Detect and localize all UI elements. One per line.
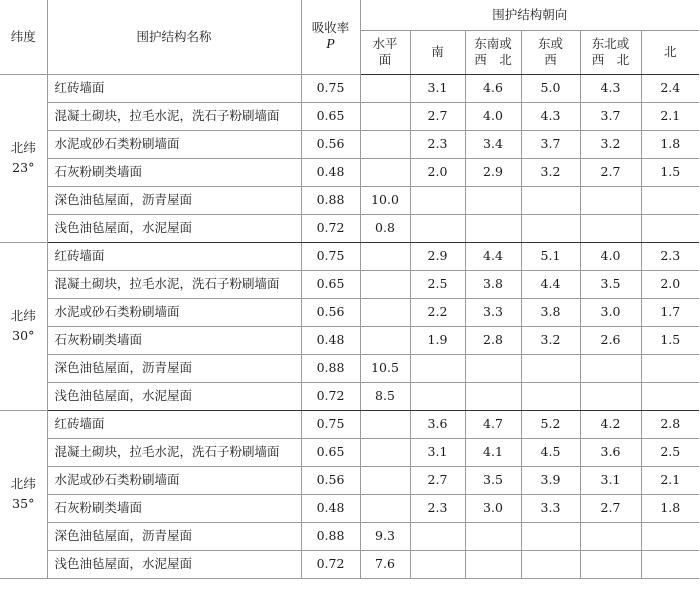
header-orientation-northeast-northwest: 东北或 西 北: [580, 30, 641, 74]
structure-name-cell: 深色油毡屋面，沥青屋面: [47, 354, 301, 382]
value-cell-orientation-east-west: 3.2: [521, 158, 580, 186]
value-cell-orientation-east-west: [521, 186, 580, 214]
value-cell-orientation-northeast-northwest: 3.2: [580, 130, 641, 158]
structure-name-cell: 混凝土砌块，拉毛水泥，洗石子粉刷墙面: [47, 270, 301, 298]
value-cell-orientation-south: 3.6: [410, 410, 465, 438]
value-cell-orientation-southeast-northwest: 3.0: [465, 494, 521, 522]
structure-name-cell: 浅色油毡屋面，水泥屋面: [47, 550, 301, 578]
value-cell-orientation-horizontal: [360, 298, 410, 326]
value-cell-orientation-east-west: 5.2: [521, 410, 580, 438]
value-cell-orientation-southeast-northwest: 4.1: [465, 438, 521, 466]
value-cell-orientation-north: [641, 550, 699, 578]
value-cell-orientation-northeast-northwest: 4.3: [580, 74, 641, 102]
value-cell-orientation-southeast-northwest: 4.4: [465, 242, 521, 270]
value-cell-orientation-horizontal: [360, 74, 410, 102]
absorption-cell: 0.56: [301, 298, 360, 326]
value-cell-orientation-southeast-northwest: [465, 354, 521, 382]
value-cell-orientation-horizontal: 9.3: [360, 522, 410, 550]
value-cell-orientation-east-west: 4.3: [521, 102, 580, 130]
value-cell-orientation-horizontal: 8.5: [360, 382, 410, 410]
value-cell-orientation-south: 3.1: [410, 438, 465, 466]
value-cell-orientation-southeast-northwest: [465, 550, 521, 578]
absorption-cell: 0.88: [301, 354, 360, 382]
value-cell-orientation-northeast-northwest: 3.0: [580, 298, 641, 326]
table-row: [0, 130, 699, 158]
value-cell-orientation-northeast-northwest: 4.0: [580, 242, 641, 270]
value-cell-orientation-north: 2.1: [641, 102, 699, 130]
absorption-cell: 0.56: [301, 130, 360, 158]
value-cell-orientation-north: 2.4: [641, 74, 699, 102]
value-cell-orientation-south: 2.7: [410, 102, 465, 130]
latitude-label: 北纬: [10, 308, 36, 323]
structure-name-cell: 石灰粉刷类墙面: [47, 494, 301, 522]
latitude-value: 23°: [12, 160, 35, 175]
table-row: [0, 494, 699, 522]
absorption-cell: 0.48: [301, 326, 360, 354]
value-cell-orientation-southeast-northwest: 2.8: [465, 326, 521, 354]
value-cell-orientation-east-west: 3.8: [521, 298, 580, 326]
value-cell-orientation-horizontal: [360, 438, 410, 466]
value-cell-orientation-southeast-northwest: 4.0: [465, 102, 521, 130]
header-absorption: [301, 0, 360, 74]
value-cell-orientation-northeast-northwest: [580, 522, 641, 550]
value-cell-orientation-east-west: 3.7: [521, 130, 580, 158]
value-cell-orientation-northeast-northwest: 4.2: [580, 410, 641, 438]
value-cell-orientation-south: [410, 186, 465, 214]
header-orientation-east-west: 东或 西: [521, 30, 580, 74]
value-cell-orientation-north: 2.5: [641, 438, 699, 466]
value-cell-orientation-south: [410, 382, 465, 410]
value-cell-orientation-north: [641, 186, 699, 214]
header-latitude: 纬度: [0, 0, 47, 74]
table-row: [0, 74, 699, 102]
value-cell-orientation-south: 2.2: [410, 298, 465, 326]
value-cell-orientation-north: 2.0: [641, 270, 699, 298]
absorption-cell: 0.56: [301, 466, 360, 494]
table-row: [0, 466, 699, 494]
absorption-cell: 0.65: [301, 270, 360, 298]
value-cell-orientation-horizontal: [360, 242, 410, 270]
table-row: [0, 186, 699, 214]
table-row: [0, 102, 699, 130]
value-cell-orientation-horizontal: 0.8: [360, 214, 410, 242]
value-cell-orientation-northeast-northwest: [580, 186, 641, 214]
structure-name-cell: 混凝土砌块，拉毛水泥，洗石子粉刷墙面: [47, 438, 301, 466]
value-cell-orientation-south: 2.9: [410, 242, 465, 270]
value-cell-orientation-north: [641, 214, 699, 242]
absorption-cell: 0.75: [301, 74, 360, 102]
value-cell-orientation-northeast-northwest: 3.6: [580, 438, 641, 466]
value-cell-orientation-northeast-northwest: 2.7: [580, 494, 641, 522]
latitude-cell: [0, 410, 47, 578]
structure-name-cell: 石灰粉刷类墙面: [47, 158, 301, 186]
structure-name-cell: 深色油毡屋面，沥青屋面: [47, 522, 301, 550]
value-cell-orientation-south: 2.5: [410, 270, 465, 298]
absorption-cell: 0.72: [301, 382, 360, 410]
value-cell-orientation-southeast-northwest: [465, 214, 521, 242]
value-cell-orientation-southeast-northwest: 3.3: [465, 298, 521, 326]
value-cell-orientation-horizontal: [360, 494, 410, 522]
table-row: [0, 550, 699, 578]
structure-name-cell: 水泥或砂石类粉刷墙面: [47, 130, 301, 158]
absorption-cell: 0.72: [301, 550, 360, 578]
value-cell-orientation-northeast-northwest: [580, 354, 641, 382]
latitude-label: 北纬: [10, 140, 36, 155]
value-cell-orientation-east-west: 5.0: [521, 74, 580, 102]
value-cell-orientation-north: 2.8: [641, 410, 699, 438]
header-absorption-symbol: P: [326, 36, 335, 52]
value-cell-orientation-horizontal: 10.0: [360, 186, 410, 214]
latitude-cell: [0, 242, 47, 410]
structure-name-cell: 红砖墙面: [47, 242, 301, 270]
structure-name-cell: 红砖墙面: [47, 74, 301, 102]
value-cell-orientation-south: [410, 354, 465, 382]
structure-name-cell: 石灰粉刷类墙面: [47, 326, 301, 354]
value-cell-orientation-east-west: [521, 550, 580, 578]
value-cell-orientation-east-west: 4.5: [521, 438, 580, 466]
absorption-cell: 0.88: [301, 186, 360, 214]
value-cell-orientation-southeast-northwest: [465, 186, 521, 214]
table-row: [0, 214, 699, 242]
value-cell-orientation-southeast-northwest: 2.9: [465, 158, 521, 186]
structure-name-cell: 红砖墙面: [47, 410, 301, 438]
value-cell-orientation-east-west: 3.9: [521, 466, 580, 494]
header-absorption-label: 吸收率: [311, 20, 350, 36]
value-cell-orientation-north: 1.5: [641, 326, 699, 354]
header-orientation: 围护结构朝向: [360, 0, 699, 30]
value-cell-orientation-northeast-northwest: 2.6: [580, 326, 641, 354]
value-cell-orientation-south: [410, 550, 465, 578]
value-cell-orientation-east-west: 3.2: [521, 326, 580, 354]
structure-name-cell: 深色油毡屋面，沥青屋面: [47, 186, 301, 214]
value-cell-orientation-horizontal: [360, 326, 410, 354]
value-cell-orientation-south: 3.1: [410, 74, 465, 102]
absorption-cell: 0.65: [301, 102, 360, 130]
absorption-cell: 0.88: [301, 522, 360, 550]
value-cell-orientation-northeast-northwest: 3.7: [580, 102, 641, 130]
value-cell-orientation-horizontal: [360, 158, 410, 186]
value-cell-orientation-southeast-northwest: 3.5: [465, 466, 521, 494]
value-cell-orientation-north: 1.7: [641, 298, 699, 326]
absorption-cell: 0.48: [301, 158, 360, 186]
value-cell-orientation-south: 2.3: [410, 494, 465, 522]
latitude-value: 30°: [12, 328, 35, 343]
latitude-value: 35°: [12, 496, 35, 511]
value-cell-orientation-north: 2.1: [641, 466, 699, 494]
value-cell-orientation-east-west: 5.1: [521, 242, 580, 270]
table-row: [0, 410, 699, 438]
latitude-cell: [0, 74, 47, 242]
value-cell-orientation-south: [410, 214, 465, 242]
value-cell-orientation-east-west: [521, 354, 580, 382]
value-cell-orientation-southeast-northwest: 3.4: [465, 130, 521, 158]
value-cell-orientation-southeast-northwest: 4.7: [465, 410, 521, 438]
table-row: [0, 298, 699, 326]
header-orientation-horizontal: 水平 面: [360, 30, 410, 74]
value-cell-orientation-northeast-northwest: 2.7: [580, 158, 641, 186]
value-cell-orientation-horizontal: 10.5: [360, 354, 410, 382]
header-orientation-south: 南: [410, 30, 465, 74]
header-structure-name: 围护结构名称: [47, 0, 301, 74]
absorption-cell: 0.75: [301, 410, 360, 438]
table-row: [0, 522, 699, 550]
value-cell-orientation-northeast-northwest: [580, 382, 641, 410]
value-cell-orientation-east-west: [521, 522, 580, 550]
structure-name-cell: 浅色油毡屋面，水泥屋面: [47, 382, 301, 410]
value-cell-orientation-east-west: [521, 214, 580, 242]
structure-name-cell: 水泥或砂石类粉刷墙面: [47, 466, 301, 494]
value-cell-orientation-north: 1.8: [641, 130, 699, 158]
value-cell-orientation-northeast-northwest: [580, 550, 641, 578]
value-cell-orientation-horizontal: 7.6: [360, 550, 410, 578]
table-row: [0, 438, 699, 466]
value-cell-orientation-north: 1.8: [641, 494, 699, 522]
value-cell-orientation-south: 2.7: [410, 466, 465, 494]
absorption-cell: 0.65: [301, 438, 360, 466]
value-cell-orientation-east-west: [521, 382, 580, 410]
value-cell-orientation-horizontal: [360, 466, 410, 494]
value-cell-orientation-south: [410, 522, 465, 550]
value-cell-orientation-south: 2.0: [410, 158, 465, 186]
value-cell-orientation-southeast-northwest: [465, 522, 521, 550]
value-cell-orientation-southeast-northwest: 3.8: [465, 270, 521, 298]
value-cell-orientation-south: 1.9: [410, 326, 465, 354]
value-cell-orientation-horizontal: [360, 130, 410, 158]
value-cell-orientation-southeast-northwest: [465, 382, 521, 410]
value-cell-orientation-north: [641, 382, 699, 410]
value-cell-orientation-east-west: 4.4: [521, 270, 580, 298]
table-row: [0, 242, 699, 270]
table-row: [0, 158, 699, 186]
absorption-cell: 0.48: [301, 494, 360, 522]
value-cell-orientation-northeast-northwest: 3.1: [580, 466, 641, 494]
value-cell-orientation-northeast-northwest: 3.5: [580, 270, 641, 298]
header-orientation-southeast-northwest: 东南或 西 北: [465, 30, 521, 74]
value-cell-orientation-north: 2.3: [641, 242, 699, 270]
value-cell-orientation-east-west: 3.3: [521, 494, 580, 522]
value-cell-orientation-northeast-northwest: [580, 214, 641, 242]
structure-name-cell: 混凝土砌块，拉毛水泥，洗石子粉刷墙面: [47, 102, 301, 130]
value-cell-orientation-horizontal: [360, 410, 410, 438]
table-row: [0, 326, 699, 354]
value-cell-orientation-horizontal: [360, 270, 410, 298]
absorption-cell: 0.75: [301, 242, 360, 270]
latitude-label: 北纬: [10, 476, 36, 491]
value-cell-orientation-north: 1.5: [641, 158, 699, 186]
table-row: [0, 270, 699, 298]
absorption-cell: 0.72: [301, 214, 360, 242]
value-cell-orientation-north: [641, 522, 699, 550]
value-cell-orientation-south: 2.3: [410, 130, 465, 158]
structure-name-cell: 水泥或砂石类粉刷墙面: [47, 298, 301, 326]
header-orientation-north: 北: [641, 30, 699, 74]
value-cell-orientation-southeast-northwest: 4.6: [465, 74, 521, 102]
value-cell-orientation-horizontal: [360, 102, 410, 130]
value-cell-orientation-north: [641, 354, 699, 382]
table-row: [0, 354, 699, 382]
structure-name-cell: 浅色油毡屋面，水泥屋面: [47, 214, 301, 242]
table-row: [0, 382, 699, 410]
